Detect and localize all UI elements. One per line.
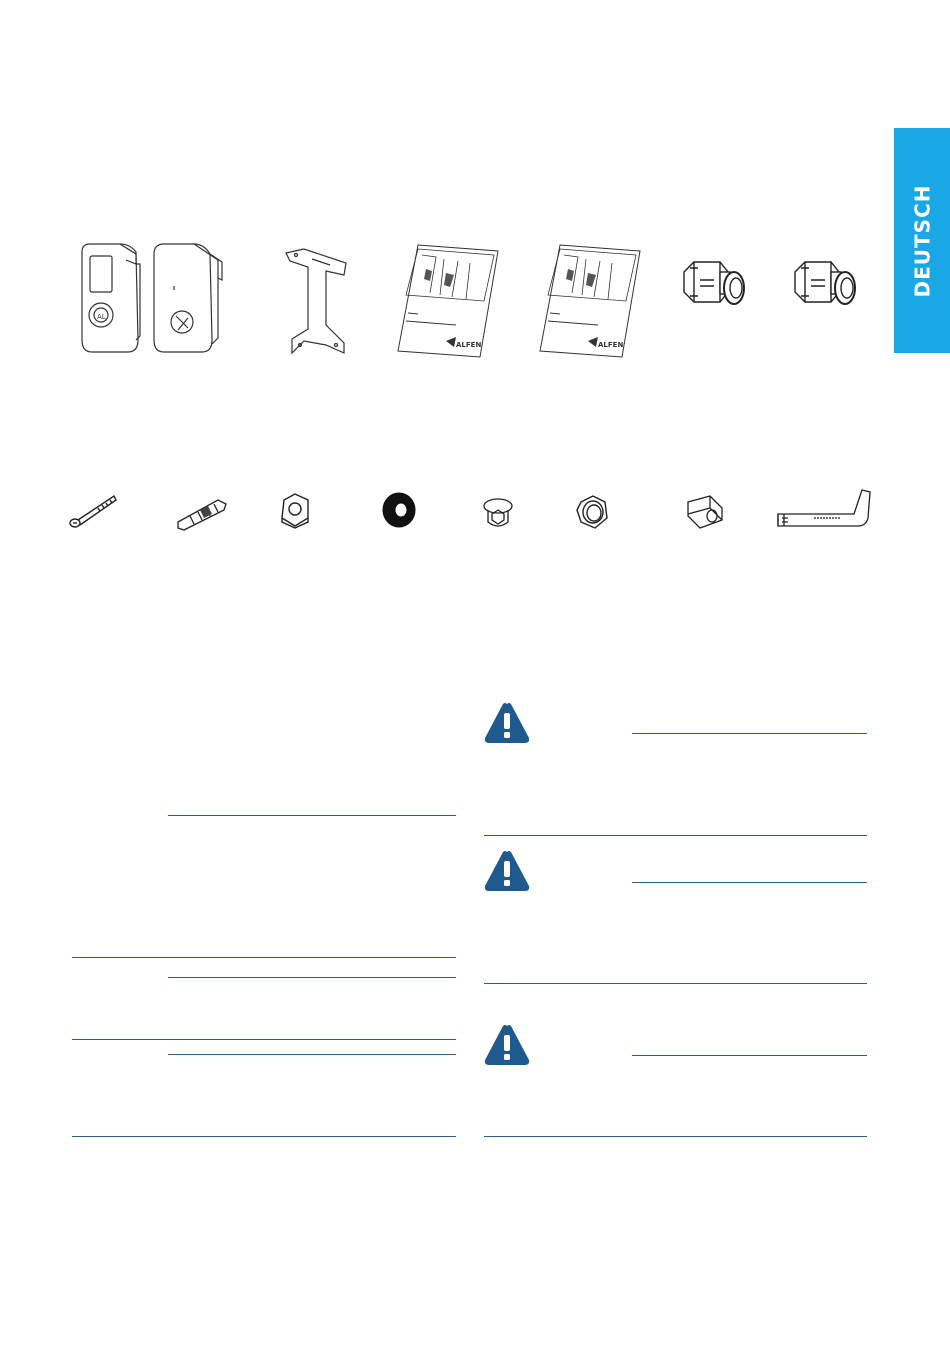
warning-triangle-icon: [484, 1024, 530, 1066]
spacer-sleeve: [684, 494, 726, 530]
washer: [380, 490, 418, 530]
section-rule: [168, 1054, 456, 1055]
manual-booklet: [538, 243, 642, 359]
manual-booklet: [396, 243, 500, 359]
sleeve-nut: [480, 496, 516, 530]
section-rule: [484, 835, 867, 836]
svg-text:ALFEN: ALFEN: [598, 341, 624, 349]
section-rule: [484, 983, 867, 984]
warning-triangle-icon: [484, 850, 530, 892]
screw: [68, 494, 120, 530]
section-rule: [72, 1039, 456, 1040]
wall-mounting-bracket: [282, 245, 350, 357]
section-rule: [632, 1055, 867, 1056]
section-rule: [168, 815, 456, 816]
svg-text:AL: AL: [97, 313, 106, 321]
section-rule: [484, 1136, 867, 1137]
cable-gland: [680, 258, 746, 310]
wall-plug: [174, 494, 230, 530]
section-rule: [72, 957, 456, 958]
section-rule: [632, 882, 867, 883]
section-rule: [168, 977, 456, 978]
lock-nut: [575, 494, 611, 530]
torx-key: [774, 488, 872, 532]
section-rule: [632, 733, 867, 734]
cable-gland: [791, 258, 857, 310]
language-tab-label: DEUTSCH: [910, 184, 934, 297]
section-rule: [72, 1136, 456, 1137]
svg-text:ALFEN: ALFEN: [456, 341, 482, 349]
hex-nut: [278, 492, 312, 528]
warning-triangle-icon: [484, 702, 530, 744]
wallbox-front-and-rear: [78, 240, 238, 358]
language-tab: [894, 128, 950, 353]
